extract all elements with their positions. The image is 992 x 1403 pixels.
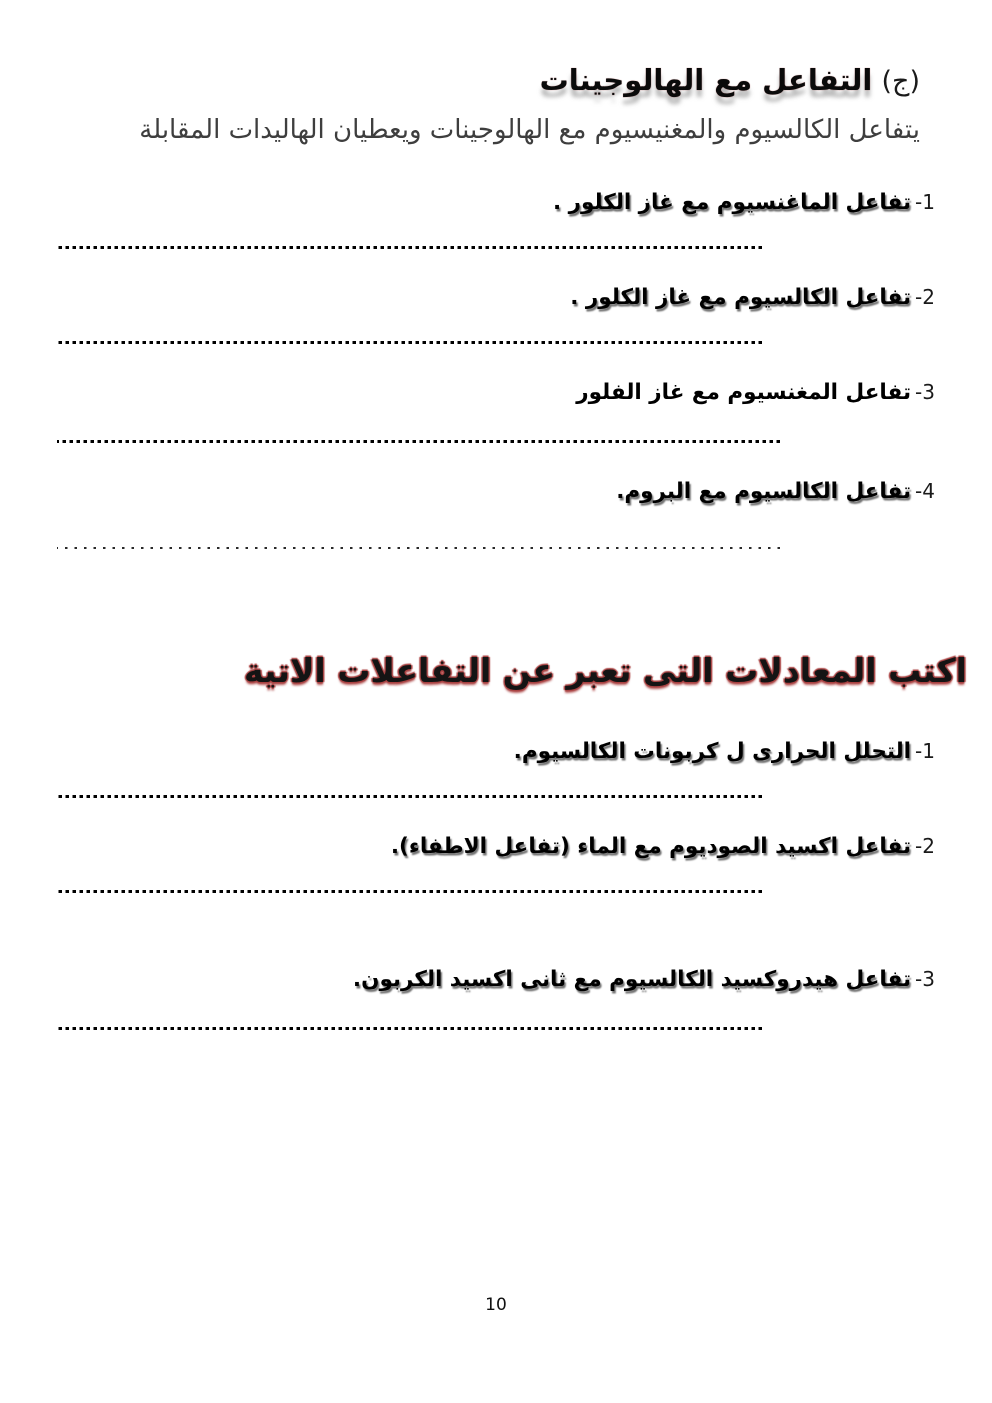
- item-text: تفاعل المغنسيوم مع غاز الفلور: [576, 380, 912, 405]
- answer-dotted-line: [57, 546, 780, 549]
- item-number: 3-: [915, 380, 935, 404]
- item-text: تفاعل الكالسيوم مع غاز الكلور .: [570, 285, 912, 310]
- item-number: 2-: [915, 285, 935, 309]
- list-item: [0, 735, 992, 768]
- item-number: 4-: [915, 479, 935, 503]
- answer-dotted-line: [57, 1026, 762, 1030]
- list-item: [0, 830, 992, 863]
- answer-dotted-line: [57, 889, 762, 893]
- answer-dotted-line: [57, 794, 762, 798]
- section1-subtitle: يتفاعل الكالسيوم والمغنيسيوم مع الهالوجينات ويعطيان الهاليدات المقابلة: [139, 115, 920, 145]
- item-text: تفاعل الماغنسيوم مع غاز الكلور .: [552, 190, 912, 215]
- item-number: 1-: [915, 739, 935, 763]
- page-number: 10: [485, 1295, 507, 1315]
- section1-title-text: التفاعل مع الهالوجينات: [539, 63, 873, 97]
- answer-dotted-line: [57, 340, 762, 344]
- item-text: التحلل الحرارى ل كربونات الكالسيوم.: [513, 739, 912, 764]
- section1-title: [0, 0, 992, 104]
- list-item: [0, 281, 992, 314]
- list-item: [0, 186, 992, 219]
- section2-title: اكتب المعادلات التى تعبر عن التفاعلات الاتية: [243, 651, 967, 690]
- list-item: [0, 963, 992, 996]
- item-text: تفاعل اكسيد الصوديوم مع الماء (تفاعل الاطفاء).: [390, 834, 912, 859]
- item-number: 3-: [915, 967, 935, 991]
- list-item: [0, 475, 992, 508]
- item-number: 2-: [915, 834, 935, 858]
- answer-dotted-line: [57, 245, 762, 249]
- item-text: تفاعل الكالسيوم مع البروم.: [616, 479, 912, 504]
- section1-title-prefix: (ج): [881, 66, 920, 97]
- item-text: تفاعل هيدروكسيد الكالسيوم مع ثانى اكسيد الكربون.: [352, 967, 912, 992]
- list-item: [0, 376, 992, 409]
- item-number: 1-: [915, 190, 935, 214]
- answer-dotted-line: [57, 439, 780, 443]
